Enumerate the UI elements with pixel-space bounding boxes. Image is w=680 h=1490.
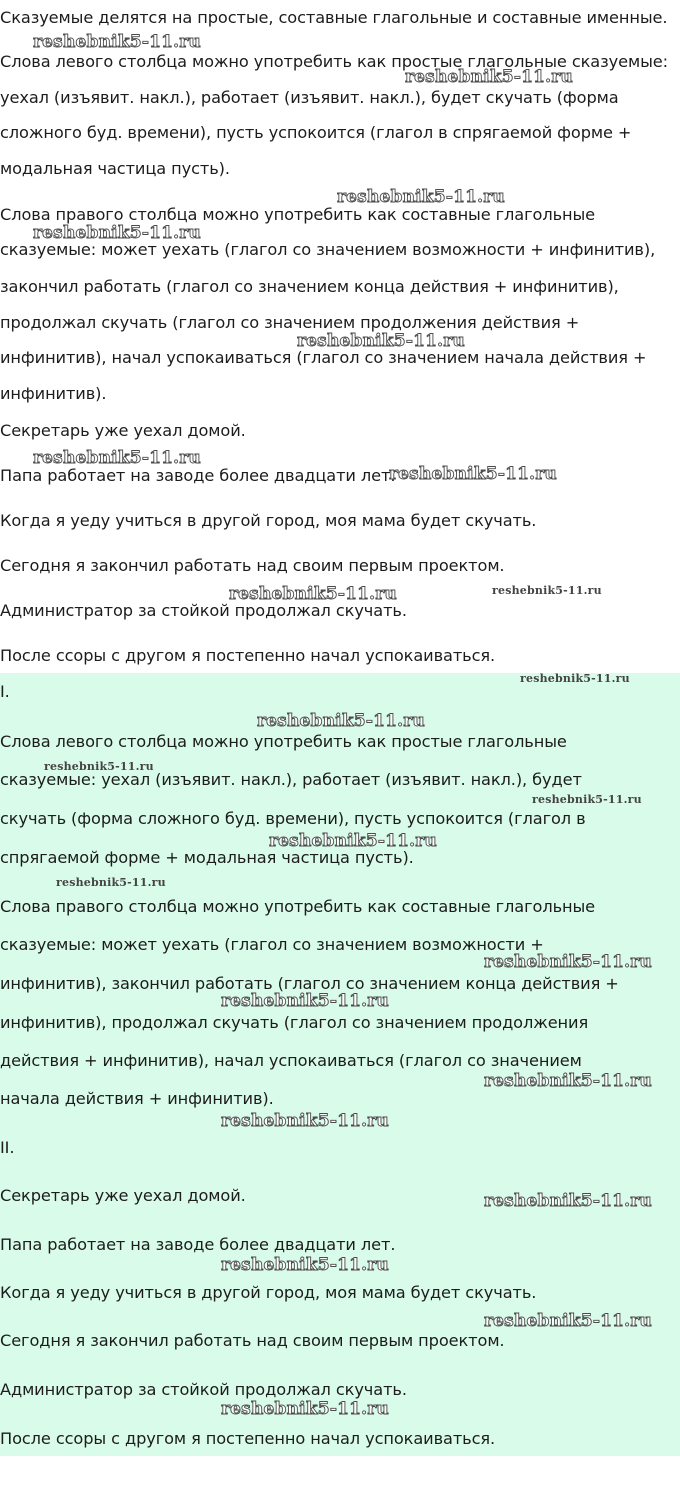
text-line: спрягаемой форме + модальная частица пусть). [0,848,414,867]
watermark: reshebnik5-11.ru [257,711,425,731]
text-line: действия + инфинитив), начал успокаиваться (глагол со значением [0,1051,582,1070]
text-line: Слова левого столбца можно употребить как простые глагольные [0,732,567,751]
text-line: сказуемые: может уехать (глагол со значением возможности + [0,935,544,954]
sentence: Папа работает на заводе более двадцати лет. [0,1235,396,1254]
sentence: Администратор за стойкой продолжал скучать. [0,601,407,620]
sentence: Когда я уеду учиться в другой город, моя мама будет скучать. [0,511,537,530]
watermark: reshebnik5-11.ru [269,831,437,851]
sentence: Сегодня я закончил работать над своим первым проектом. [0,1331,505,1350]
text-line: сказуемые: уехал (изъявит. накл.), работает (изъявит. накл.), будет [0,770,582,789]
watermark: reshebnik5-11.ru [44,760,154,773]
sentence: После ссоры с другом я постепенно начал успокаиваться. [0,1429,496,1448]
text-line: начала действия + инфинитив). [0,1089,274,1108]
sentence: Папа работает на заводе более двадцати лет. [0,466,396,485]
sentence: Когда я уеду учиться в другой город, моя мама будет скучать. [0,1283,537,1302]
watermark: reshebnik5-11.ru [520,672,630,685]
watermark: reshebnik5-11.ru [492,584,602,597]
text-line: модальная частица пусть). [0,159,230,178]
watermark: reshebnik5-11.ru [484,1071,652,1091]
text-line: уехал (изъявит. накл.), работает (изъявит. накл.), будет скучать (форма [0,88,619,107]
sentence: После ссоры с другом я постепенно начал успокаиваться. [0,646,496,665]
sentence: Секретарь уже уехал домой. [0,1186,246,1205]
watermark: reshebnik5-11.ru [405,67,573,87]
sentence: Сегодня я закончил работать над своим первым проектом. [0,556,505,575]
sentence: Секретарь уже уехал домой. [0,421,246,440]
text-line: скучать (форма сложного буд. времени), пусть успокоится (глагол в [0,809,586,828]
watermark: reshebnik5-11.ru [221,1399,389,1419]
watermark: reshebnik5-11.ru [389,464,557,484]
watermark: reshebnik5-11.ru [33,223,201,243]
text-line: сложного буд. времени), пусть успокоится (глагол в спрягаемой форме + [0,123,632,142]
watermark: reshebnik5-11.ru [532,793,642,806]
text-line: продолжал скучать (глагол со значением продолжения действия + [0,313,580,332]
text-line: Слова левого столбца можно употребить как простые глагольные сказуемые: [0,52,668,71]
watermark: reshebnik5-11.ru [56,876,166,889]
watermark: reshebnik5-11.ru [221,1255,389,1275]
text-line: Сказуемые делятся на простые, составные глагольные и составные именные. [0,8,668,27]
watermark: reshebnik5-11.ru [297,331,465,351]
section-number: I. [0,682,10,701]
watermark: reshebnik5-11.ru [221,1111,389,1131]
watermark: reshebnik5-11.ru [337,187,505,207]
sentence: Администратор за стойкой продолжал скучать. [0,1380,407,1399]
text-line: инфинитив), продолжал скучать (глагол со значением продолжения [0,1013,589,1032]
watermark: reshebnik5-11.ru [229,584,397,604]
watermark: reshebnik5-11.ru [484,1311,652,1331]
watermark: reshebnik5-11.ru [484,1191,652,1211]
text-line: сказуемые: может уехать (глагол со значением возможности + инфинитив), [0,240,656,259]
watermark: reshebnik5-11.ru [484,952,652,972]
text-line: инфинитив), закончил работать (глагол со значением конца действия + [0,974,619,993]
section-number: II. [0,1138,15,1157]
text-line: Слова правого столбца можно употребить как составные глагольные [0,205,596,224]
watermark: reshebnik5-11.ru [33,448,201,468]
text-line: закончил работать (глагол со значением конца действия + инфинитив), [0,277,619,296]
watermark: reshebnik5-11.ru [33,32,201,52]
text-line: Слова правого столбца можно употребить как составные глагольные [0,897,596,916]
watermark: reshebnik5-11.ru [221,991,389,1011]
text-line: инфинитив). [0,384,107,403]
text-line: инфинитив), начал успокаиваться (глагол со значением начала действия + [0,348,647,367]
